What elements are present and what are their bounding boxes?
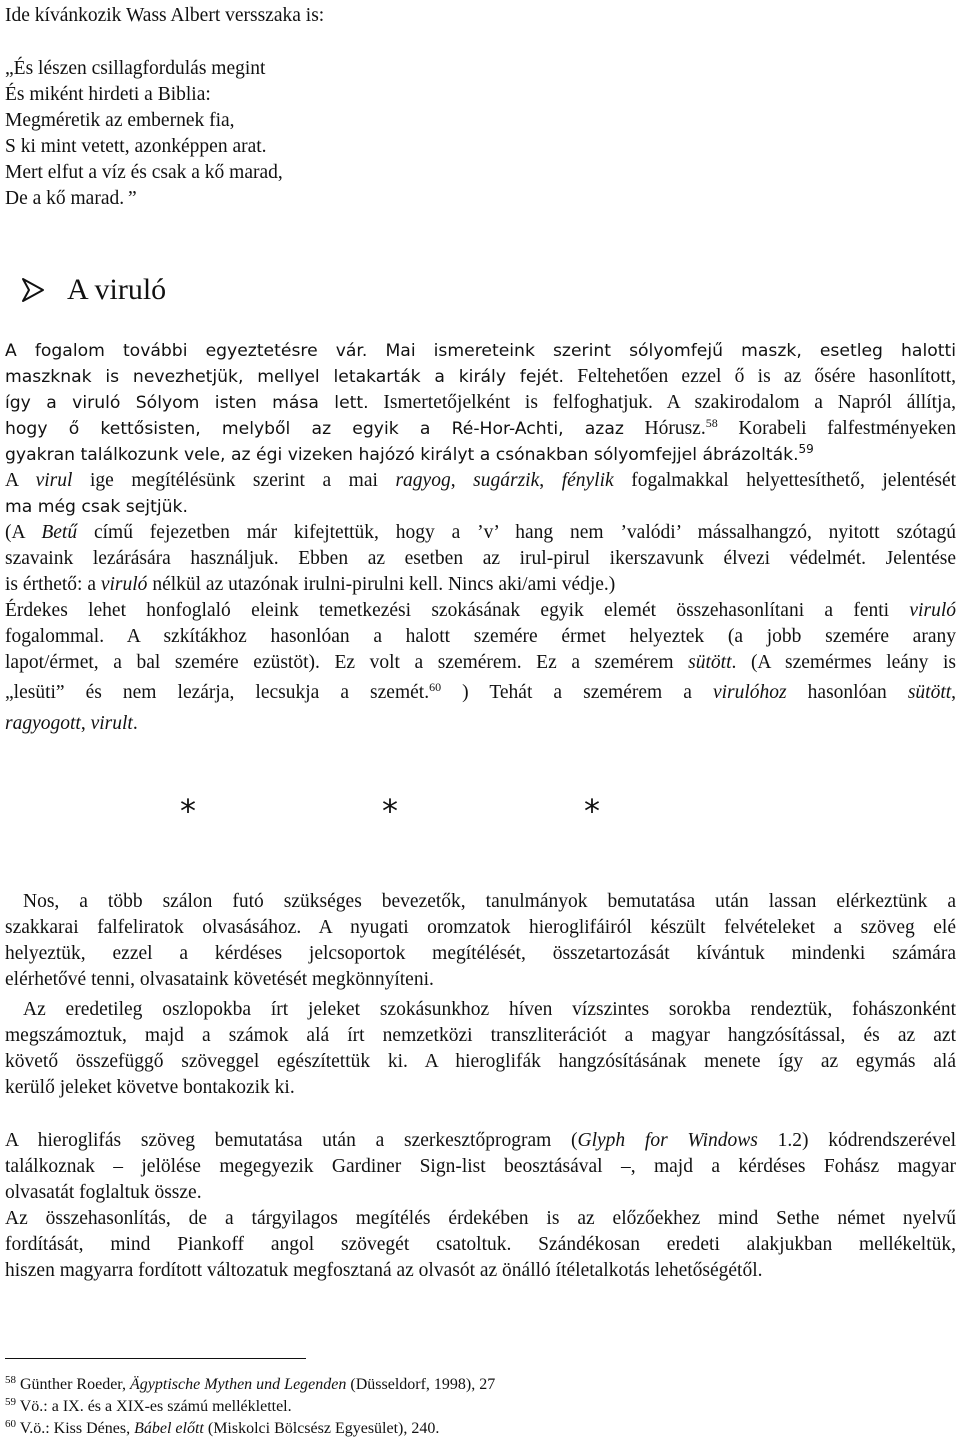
text-line: A hieroglifás szöveg bemutatása után a szerkesztőprogram (Glyph for Windows 1.2) kódrendszerével <box>5 1130 957 1151</box>
footnote-ref[interactable]: 60 <box>429 680 442 694</box>
section-separator <box>180 793 600 829</box>
poem-line: S ki mint vetett, azonképpen arat. <box>5 136 267 157</box>
text-line: szakkarai falfeliratok olvasásához. A nyugati oromzatok hieroglifáiról készült felvételeket a szöveg elé <box>5 917 956 938</box>
asterisk: * <box>584 792 600 830</box>
text-line: olvasatát foglaltuk össze. <box>5 1182 202 1203</box>
poem-line: És miként hirdeti a Biblia: <box>5 84 211 105</box>
text-line: megszámoztuk, majd a számok alá írt nemzetközi transzliterációt a magyar hangzósítással, és az azt <box>5 1025 956 1046</box>
text-line: gyakran találkozunk vele, az égi vizeken hajózó királyt a csónakban sólyomfejjel ábrázolták.$^{59}$ <box>5 442 814 465</box>
text-line: így a viruló Sólyom isten mása lett. Ismertetőjelként is felfoghatjuk. A szakirodalom a Napról állítja, <box>5 392 956 413</box>
footnote: $^{58}$ Günther Roeder, Ägyptische Mythen und Legenden (Düsseldorf, 1998), 27 <box>5 1374 496 1393</box>
text-line: is érthető: a viruló nélkül az utazónak irulni-pirulni kell. Nincs aki/ami védje.) <box>5 574 616 595</box>
poem-line: Mert elfut a víz és csak a kő marad, <box>5 162 283 183</box>
asterisk: * <box>180 792 196 830</box>
poem-line: „És lészen csillagfordulás megint <box>5 58 266 79</box>
text-line: ragyogott, virult. <box>5 713 138 734</box>
text-line: A fogalom további egyeztetésre vár. Mai ismereteink szerint sólyomfejű maszk, esetleg halotti <box>5 341 956 361</box>
footnote: $^{60}$ V.ö.: Kiss Dénes, Bábel előtt (Miskolci Bölcsész Egyesület), 240. <box>5 1418 440 1437</box>
text-line: fordítását, mind Piankoff angol szövegét csatoltuk. Szándékosan eredeti alakjukban mellékeltük, <box>5 1234 956 1255</box>
footnote-ref[interactable]: 59 <box>798 442 814 456</box>
poem-line: De a kő marad. ” <box>5 188 137 209</box>
arrowhead-bullet-icon <box>21 277 45 303</box>
section-heading <box>21 270 166 310</box>
text-line: Az összehasonlítás, de a tárgyilagos megítélés érdekében is az előzőekhez mind Sethe német nyelvű <box>5 1208 956 1229</box>
text-line: Nos, a több szálon futó szükséges bevezetők, tanulmányok bemutatása után lassan elérkeztünk a <box>23 891 956 912</box>
text-line: lapot/érmet, a bal szemére ezüstöt). Ez volt a szemérem. Ez a szemérem sütött. (A szemérmes leány is <box>5 652 956 673</box>
intro-line: Ide kívánkozik Wass Albert versszaka is: <box>5 5 325 26</box>
poem-line: Megméretik az embernek fia, <box>5 110 235 131</box>
text-line: A virul ige megítélésünk szerint a mai ragyog, sugárzik, fénylik fogalmakkal helyettesíthető, jelentését <box>5 470 957 491</box>
text-line: hogy ő kettősisten, melyből az egyik a Ré-Hor-Achti, azaz Hórusz.$^{58}$ Korabeli falfestményeken <box>5 416 957 439</box>
footnote-ref[interactable]: 58 <box>705 416 718 430</box>
heading-title: A viruló <box>67 273 167 306</box>
text-line: maszknak is nevezhetjük, mellyel letakarták a király fejét. Feltehetően ezzel ő is az ősére hasonlított, <box>5 366 956 387</box>
text-line: Érdekes lehet honfoglaló eleink temetkezési szokásának egyik elemét összehasonlítani a fenti viruló <box>5 600 956 621</box>
text-line: „lesüti” és nem lezárja, lecsukja a szemét.$^{60}$ ) Tehát a szemérem a virulóhoz hasonlóan sütött, <box>5 680 957 703</box>
footnote-separator <box>5 1358 306 1359</box>
text-line: követő összefüggő szöveggel egészítettük ki. A hieroglifák hangzósításának menete így az egymás alá <box>5 1051 956 1072</box>
text-line: szavaink lezárására használjuk. Ebben az esetben az irul-pirul ikerszavunk élvezi védelmét. Jelentése <box>5 548 956 569</box>
text-line: kerülő jeleket követve bontakozik ki. <box>5 1077 295 1098</box>
text-line: fogalommal. A szkítákhoz hasonlóan a halott szemére érmet helyeztek (a jobb szemére arany <box>5 626 956 647</box>
text-line: Az eredetileg oszlopokba írt jeleket szokásunkhoz híven vízszintes sorokba rendeztük, fohászonként <box>23 999 956 1020</box>
text-line: hiszen magyarra fordított változatuk megfosztaná az olvasót az önálló ítéletalkotás lehetőségétől. <box>5 1260 763 1281</box>
text-line: (A Betű című fejezetben már kifejtettük, hogy a ’v’ hang nem ’valódi’ mássalhangzó, nyitott szótagú <box>5 522 957 543</box>
text-line: helyeztük, ezzel a kérdéses jelcsoportok megítélését, összetartozását kívántuk mindenki számára <box>5 943 956 964</box>
asterisk: * <box>382 792 398 830</box>
text-line: ma még csak sejtjük. <box>5 497 188 517</box>
text-line: elérhetővé tenni, olvasataink követését megkönnyíteni. <box>5 969 434 990</box>
text-line: találkoznak – jelölése megegyezik Gardiner Sign-list beosztásával –, majd a kérdéses Fohász magyar <box>5 1156 956 1177</box>
footnote: $^{59}$ Vö.: a IX. és a XIX-es számú melléklettel. <box>5 1396 292 1415</box>
